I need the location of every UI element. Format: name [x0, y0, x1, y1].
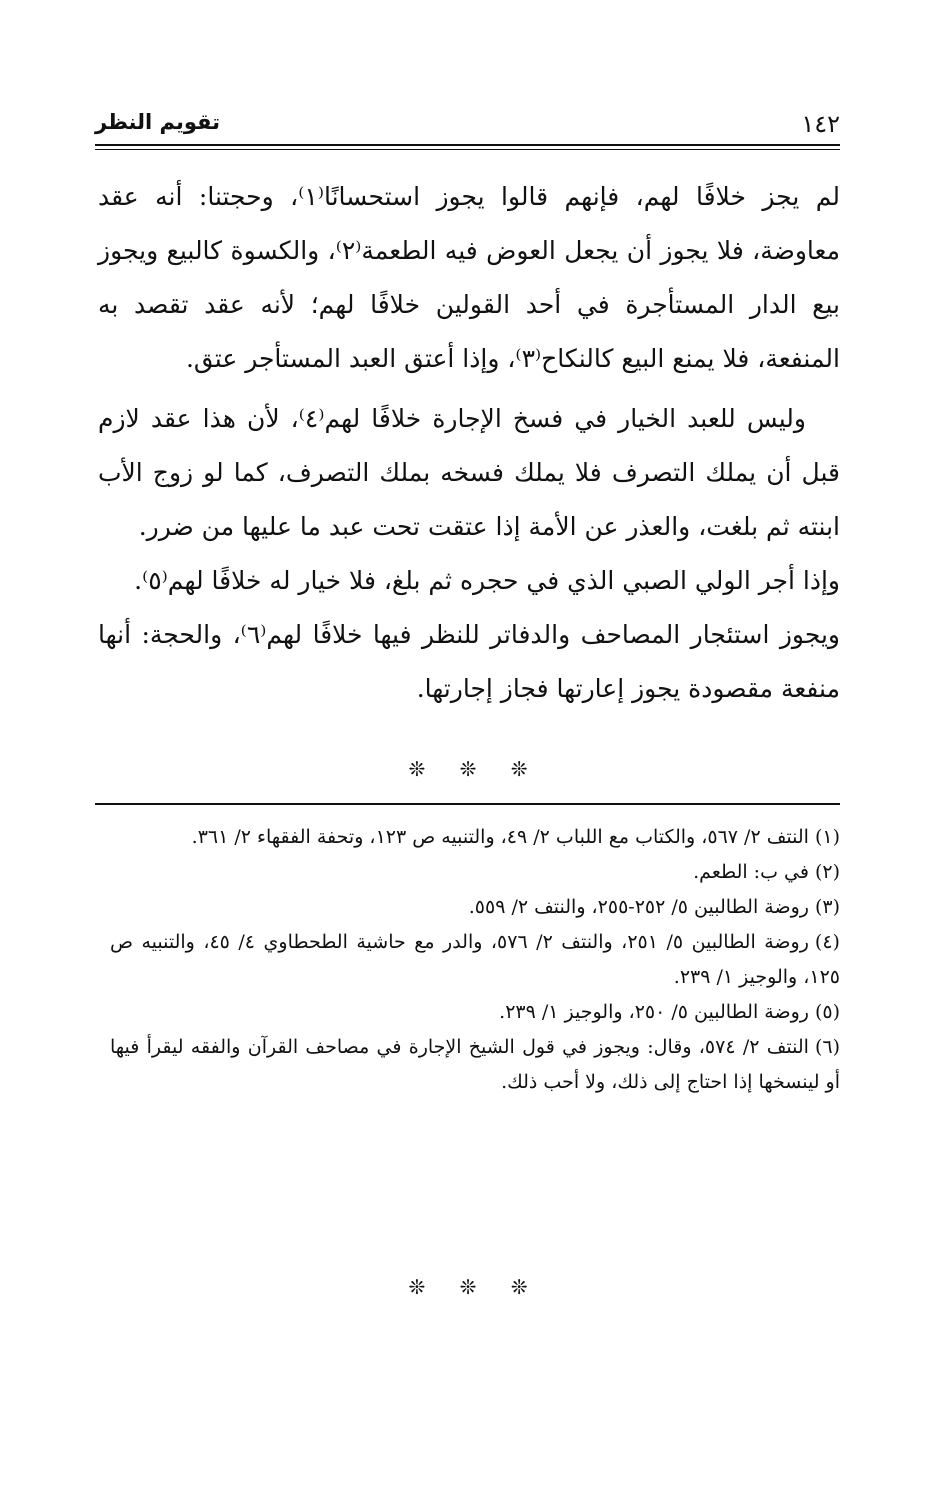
- footnote-number: (٤): [814, 931, 840, 953]
- page-number: ١٤٢: [801, 110, 840, 138]
- page-header: [95, 102, 840, 148]
- footnote-number: (٥): [814, 1001, 840, 1023]
- footnote-number: (١): [814, 826, 840, 848]
- footnote-text: النتف ٢/ ٥٦٧، والكتاب مع اللباب ٢/ ٤٩، والتنبيه ص ١٢٣، وتحفة الفقهاء ٢/ ٣٦١.: [191, 826, 809, 848]
- footnote-1: [110, 820, 840, 855]
- footnote-text: روضة الطالبين ٥/ ٢٥٢-٢٥٥، والنتف ٢/ ٥٥٩.: [468, 896, 809, 918]
- paragraph-3: وإذا أجر الولي الصبي الذي في حجره ثم بلغ، فلا خيار له خلافًا لهم⁽٥⁾.: [134, 566, 840, 595]
- footnote-text: روضة الطالبين ٥/ ٢٥١، والنتف ٢/ ٥٧٦، والدر مع حاشية الطحطاوي ٤/ ٤٥، والتنبيه ص ١٢٥، والوجيز ١/ ٢٣٩.: [110, 931, 840, 988]
- footnote-4: [110, 925, 840, 995]
- footnote-5: [110, 995, 840, 1030]
- header-rule-thin: [95, 149, 840, 150]
- footnotes: [110, 820, 840, 1100]
- paragraph-2: وليس للعبد الخيار في فسخ الإجارة خلافًا لهم⁽٤⁾، لأن هذا عقد لازم قبل أن يملك التصرف فلا يملك فسخه بملك التصرف، كما لو زوج الأب ابنته ثم بلغت، والعذر عن الأمة إذا عتقت تحت عبد ما عليها من ضرر.: [98, 404, 840, 541]
- footnote-text: روضة الطالبين ٥/ ٢٥٠، والوجيز ١/ ٢٣٩.: [499, 1001, 809, 1023]
- running-title: تقويم النظر: [95, 110, 221, 134]
- header-rule: [95, 144, 840, 146]
- paragraph-4: ويجوز استئجار المصاحف والدفاتر للنظر فيها خلافًا لهم⁽٦⁾، والحجة: أنها منفعة مقصودة يجوز إعارتها فجاز إجارتها.: [98, 620, 840, 703]
- footnote-number: (٣): [814, 896, 840, 918]
- footnote-rule: [95, 803, 840, 805]
- end-mark: ❊ ❊ ❊: [408, 1275, 542, 1299]
- footnote-text: في ب: الطعم.: [693, 861, 809, 883]
- paragraph-1: لم يجز خلافًا لهم، فإنهم قالوا يجوز استحسانًا⁽١⁾، وحجتنا: أنه عقد معاوضة، فلا يجوز أن يجعل العوض فيه الطعمة⁽٢⁾، والكسوة كالبيع ويجوز بيع الدار المستأجرة في أحد القولين خلافًا لهم؛ لأنه عقد تقصد به المنفعة، فلا يمنع البيع كالنكاح⁽٣⁾، وإذا أعتق العبد المستأجر عتق.: [98, 182, 841, 373]
- footnote-number: (٦): [814, 1036, 840, 1058]
- footnote-text: النتف ٢/ ٥٧٤، وقال: ويجوز في قول الشيخ الإجارة في مصاحف القرآن والفقه ليقرأ فيها أو لينسخها إذا احتاج إلى ذلك، ولا أحب ذلك.: [110, 1036, 840, 1093]
- footnote-number: (٢): [814, 861, 840, 883]
- section-separator: ❊ ❊ ❊: [408, 757, 542, 781]
- footnote-3: [110, 890, 840, 925]
- footnote-2: [110, 855, 840, 890]
- main-text: [98, 170, 840, 716]
- footnote-6: [110, 1030, 840, 1100]
